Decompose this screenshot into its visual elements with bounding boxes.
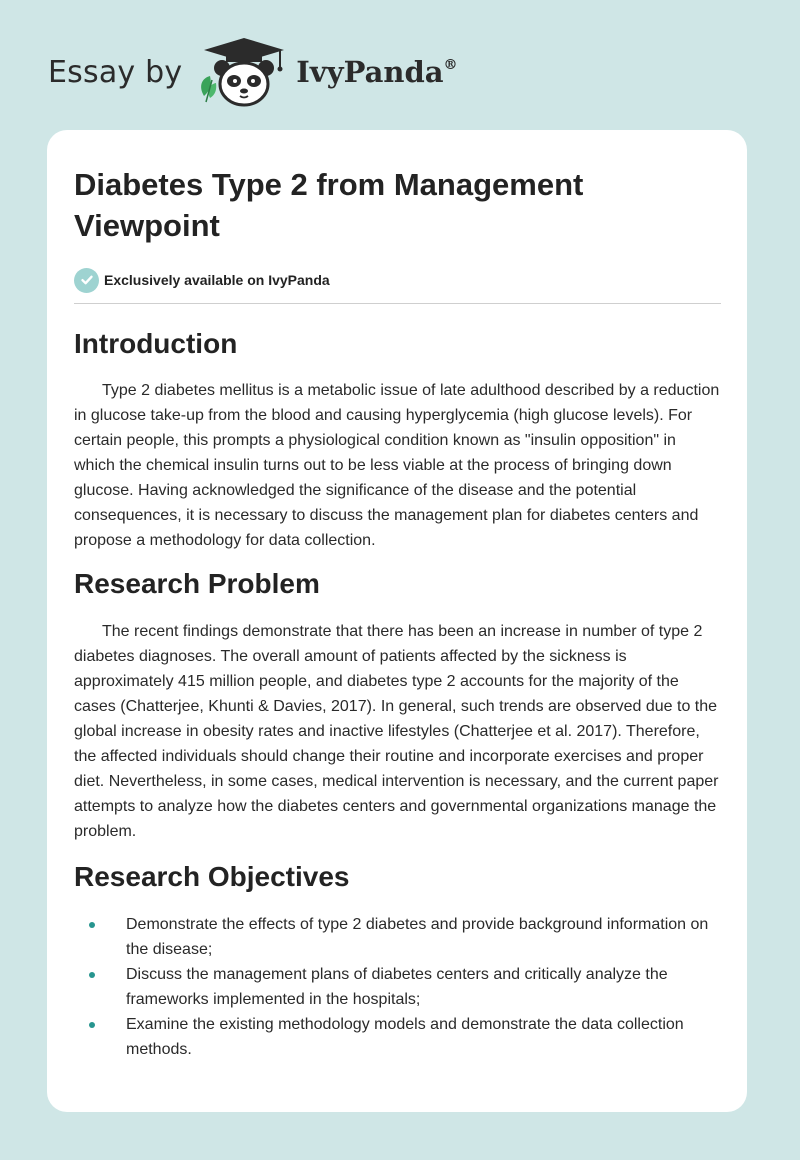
bullet-icon [89,972,95,978]
divider [74,303,721,304]
section-heading-introduction: Introduction [74,328,238,359]
essay-title: Diabetes Type 2 from Management Viewpoint [74,167,584,243]
section-heading-research-problem: Research Problem [74,568,320,599]
site-header [48,36,458,108]
bullet-icon [89,922,95,928]
exclusive-label: Exclusively available on IvyPanda [104,272,330,288]
essay-card [47,130,747,1112]
research-problem-paragraph: The recent findings demonstrate that there has been an increase in number of type 2 diabetes diagnoses. The overall amount of patients affected by the sickness is approximately 415 million people, and diabetes type 2 accounts for the majority of the cases (Chatterjee, Khunti & Davies, 2017). In general, such trends are observed due to the global increase in obesity rates and inactive lifestyles (Chatterjee et al. 2017). Therefore, the affected individuals should change their routine and incorporate exercises and proper diet. Nevertheless, in some cases, medical intervention is necessary, and the current paper attempts to analyze how the diabetes centers and governmental organizations manage the problem. [74,623,719,840]
checkmark-icon [74,268,99,293]
list-item: Discuss the management plans of diabetes centers and critically analyze the frameworks implemented in the hospitals; [74,962,721,1012]
list-item: Demonstrate the effects of type 2 diabetes and provide background information on the disease; [74,912,721,962]
introduction-paragraph: Type 2 diabetes mellitus is a metabolic issue of late adulthood described by a reduction in glucose take-up from the blood and causing hyperglycemia (high glucose levels). For certain people, this prompts a physiological condition known as "insulin opposition" in which the chemical insulin turns out to be less viable at the process of bringing down glucose. Having acknowledged the significance of the disease and the potential consequences, it is necessary to discuss the management plan for diabetes centers and propose a methodology for data collection. [74,382,720,549]
panda-graduate-icon [196,36,292,108]
list-item: Examine the existing methodology models and demonstrate the data collection methods. [74,1012,721,1062]
bullet-icon [89,1022,95,1028]
brand-prefix: Essay by [48,54,183,90]
registered-mark: ® [443,57,458,73]
brand-name: IvyPanda® [296,55,458,89]
section-heading-research-objectives: Research Objectives [74,861,350,892]
objectives-list [74,912,721,1062]
exclusive-badge [74,267,721,293]
